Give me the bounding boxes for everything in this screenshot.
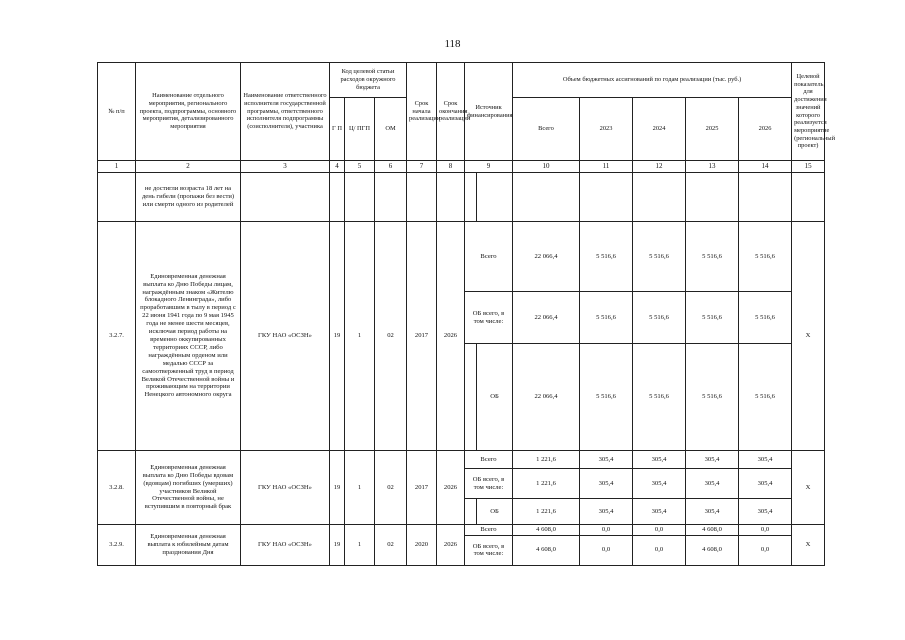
col-index: 14 xyxy=(739,161,792,173)
value-2024: 305,4 xyxy=(633,499,686,525)
value-2023: 305,4 xyxy=(580,499,633,525)
table-row xyxy=(98,222,825,292)
value-2025: 5 516,6 xyxy=(686,292,739,344)
value-2025: 5 516,6 xyxy=(686,222,739,292)
total-value: 1 221,6 xyxy=(513,499,580,525)
total-value: 1 221,6 xyxy=(513,451,580,469)
code-om: 02 xyxy=(375,525,407,566)
target-indicator: X xyxy=(792,222,825,451)
value-2026: 5 516,6 xyxy=(739,292,792,344)
target-indicator: X xyxy=(792,525,825,566)
header-responsible: Наименование ответственного исполнителя государственной программы, ответственного исполнителя подпрограммы (соисполнителя), участника xyxy=(241,63,330,161)
value-2025: 305,4 xyxy=(686,451,739,469)
code-gp: 19 xyxy=(330,222,345,451)
header-year-2025: 2025 xyxy=(686,98,739,161)
target-indicator: X xyxy=(792,451,825,525)
code-pgp: 1 xyxy=(345,525,375,566)
row-number: 3.2.9. xyxy=(98,525,136,566)
table-row xyxy=(98,451,825,469)
value-2026: 305,4 xyxy=(739,451,792,469)
col-index: 12 xyxy=(633,161,686,173)
header-end: Срок окончания реализации xyxy=(437,63,465,161)
source: ОБ xyxy=(477,344,513,451)
value-2025: 5 516,6 xyxy=(686,344,739,451)
header-total: Всего xyxy=(513,98,580,161)
col-index: 11 xyxy=(580,161,633,173)
col-index: 5 xyxy=(345,161,375,173)
value-2026: 305,4 xyxy=(739,499,792,525)
col-index: 15 xyxy=(792,161,825,173)
page-number: 118 xyxy=(444,38,461,50)
value-2023: 5 516,6 xyxy=(580,344,633,451)
value-2024: 305,4 xyxy=(633,451,686,469)
value-2023: 5 516,6 xyxy=(580,222,633,292)
col-index: 1 xyxy=(98,161,136,173)
code-om: 02 xyxy=(375,222,407,451)
end-year: 2026 xyxy=(437,525,465,566)
header-measure-name: Наименование отдельного мероприятия, регионального проекта, подпрограммы, основного мероприятия, детализированного мероприятия xyxy=(136,63,241,161)
value-2023: 305,4 xyxy=(580,451,633,469)
start-year: 2017 xyxy=(407,451,437,525)
header-number: № п/п xyxy=(98,63,136,161)
value-2023: 305,4 xyxy=(580,469,633,499)
total-value: 4 608,0 xyxy=(513,525,580,536)
value-2025: 4 608,0 xyxy=(686,535,739,565)
total-value: 22 066,4 xyxy=(513,344,580,451)
end-year: 2026 xyxy=(437,451,465,525)
header-year-2026: 2026 xyxy=(739,98,792,161)
measure-name: Единовременная денежная выплата ко Дню Победы вдовам (вдовцам) погибших (умерших) участников Великой Отечественной войны, не вступившим в повторный брак xyxy=(136,451,241,525)
header-pgp: Ц/ ПГП xyxy=(345,98,375,161)
header-start: Срок начала реализации xyxy=(407,63,437,161)
value-2026: 305,4 xyxy=(739,469,792,499)
code-gp: 19 xyxy=(330,525,345,566)
col-index: 13 xyxy=(686,161,739,173)
value-2025: 305,4 xyxy=(686,469,739,499)
header-target: Целевой показатель, для достижения значений которого реализуется мероприятие (региональный проект) xyxy=(792,63,825,161)
value-2023: 5 516,6 xyxy=(580,292,633,344)
value-2023: 0,0 xyxy=(580,525,633,536)
code-om: 02 xyxy=(375,451,407,525)
total-value: 22 066,4 xyxy=(513,292,580,344)
value-2026: 0,0 xyxy=(739,525,792,536)
header-om: ОМ xyxy=(375,98,407,161)
code-pgp: 1 xyxy=(345,222,375,451)
col-index: 7 xyxy=(407,161,437,173)
column-index-row xyxy=(98,161,825,173)
measure-name: Единовременная денежная выплата ко Дню Победы лицам, награждённым знаком «Жителю блокадного Ленинграда», либо проработавшим в тылу в период с 22 июня 1941 года по 9 мая 1945 года не менее шести месяцев, исключая период работы на временно оккупированных территориях СССР, либо награждённым орденом или медалью СССР за самоотверженный труд в период Великой Отечественной войны и проживающим на территории Ненецкого автономного округа xyxy=(136,222,241,451)
total-value: 4 608,0 xyxy=(513,535,580,565)
col-index: 2 xyxy=(136,161,241,173)
value-2025: 305,4 xyxy=(686,499,739,525)
budget-table xyxy=(97,62,836,566)
value-2026: 0,0 xyxy=(739,535,792,565)
source: Всего xyxy=(465,222,513,292)
row-number: 3.2.7. xyxy=(98,222,136,451)
table-row xyxy=(98,525,825,536)
header-year-2024: 2024 xyxy=(633,98,686,161)
value-2024: 5 516,6 xyxy=(633,292,686,344)
responsible: ГКУ НАО «ОСЗН» xyxy=(241,451,330,525)
row-number: 3.2.8. xyxy=(98,451,136,525)
source: ОБ всего, в том числе: xyxy=(465,469,513,499)
value-2026: 5 516,6 xyxy=(739,344,792,451)
col-index: 3 xyxy=(241,161,330,173)
value-2024: 5 516,6 xyxy=(633,222,686,292)
col-index: 8 xyxy=(437,161,465,173)
col-index: 4 xyxy=(330,161,345,173)
code-pgp: 1 xyxy=(345,451,375,525)
measure-name: не достигли возраста 18 лет на день гибели (пропажи без вести) или смерти одного из родителей xyxy=(136,173,241,222)
continuation-row xyxy=(98,173,825,222)
col-index: 10 xyxy=(513,161,580,173)
responsible: ГКУ НАО «ОСЗН» xyxy=(241,222,330,451)
source: ОБ всего, в том числе: xyxy=(465,292,513,344)
value-2024: 0,0 xyxy=(633,525,686,536)
header-year-2023: 2023 xyxy=(580,98,633,161)
source: ОБ всего, в том числе: xyxy=(465,535,513,565)
source: Всего xyxy=(465,525,513,536)
value-2024: 0,0 xyxy=(633,535,686,565)
value-2024: 305,4 xyxy=(633,469,686,499)
source: ОБ xyxy=(477,499,513,525)
start-year: 2017 xyxy=(407,222,437,451)
value-2024: 5 516,6 xyxy=(633,344,686,451)
total-value: 1 221,6 xyxy=(513,469,580,499)
total-value: 22 066,4 xyxy=(513,222,580,292)
header-source: Источник финансирования xyxy=(465,63,513,161)
header-code-group: Код целевой статьи расходов окружного бюджета xyxy=(330,63,407,98)
header-volume-group: Объем бюджетных ассигнований по годам реализации (тыс. руб.) xyxy=(513,63,792,98)
col-index: 6 xyxy=(375,161,407,173)
value-2026: 5 516,6 xyxy=(739,222,792,292)
measure-name: Единовременная денежная выплата к юбилейным датам празднования Дня xyxy=(136,525,241,566)
value-2023: 0,0 xyxy=(580,535,633,565)
col-index: 9 xyxy=(465,161,513,173)
code-gp: 19 xyxy=(330,451,345,525)
responsible: ГКУ НАО «ОСЗН» xyxy=(241,525,330,566)
header-gp: Г П xyxy=(330,98,345,161)
end-year: 2026 xyxy=(437,222,465,451)
start-year: 2020 xyxy=(407,525,437,566)
source: Всего xyxy=(465,451,513,469)
value-2025: 4 608,0 xyxy=(686,525,739,536)
